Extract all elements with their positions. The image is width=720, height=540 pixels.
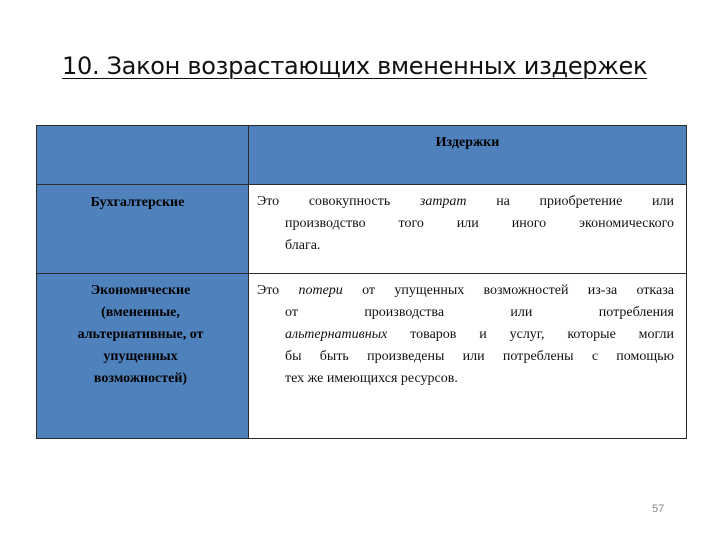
header-label: Издержки <box>435 135 500 150</box>
table-row <box>37 273 687 438</box>
description-line: производство того или иного экономического <box>285 216 674 232</box>
description-line: бы быть произведены или потреблены с помощью <box>285 348 674 364</box>
row-label-line: Бухгалтерские <box>90 195 185 211</box>
row-label-line: упущенных <box>103 348 178 364</box>
row-label-line: Экономические <box>90 282 191 298</box>
description-line: от производства или потребления <box>285 304 674 320</box>
costs-table <box>36 125 687 439</box>
description-line: Это совокупность затрат на приобретение или <box>257 194 675 210</box>
table-header-row <box>37 126 687 185</box>
row-label-cell <box>37 185 249 274</box>
row-label-cell <box>37 273 249 438</box>
description-line: блага. <box>285 238 321 254</box>
emphasis-text: затрат <box>419 194 467 210</box>
page-number: 57 <box>652 503 665 515</box>
emphasis-text: потери <box>298 282 343 298</box>
row-label-line: альтернативные, от <box>77 326 204 342</box>
row-label-line: (вмененные, <box>101 304 180 320</box>
row-description-cell <box>249 185 687 274</box>
emphasis-text: альтернативных <box>285 326 388 342</box>
row-description-cell <box>249 273 687 438</box>
slide-title: 10. Закон возрастающих вмененных издержек <box>62 52 648 80</box>
description-line: альтернативных товаров и услуг, которые могли <box>285 326 674 342</box>
description-line: тех же имеющихся ресурсов. <box>285 370 458 386</box>
description-line: Это потери от упущенных возможностей из-за отказа <box>257 282 674 298</box>
header-cell <box>249 126 687 185</box>
row-label-line: возможностей) <box>93 370 188 386</box>
header-empty-cell <box>37 126 249 185</box>
table-row <box>37 185 687 274</box>
